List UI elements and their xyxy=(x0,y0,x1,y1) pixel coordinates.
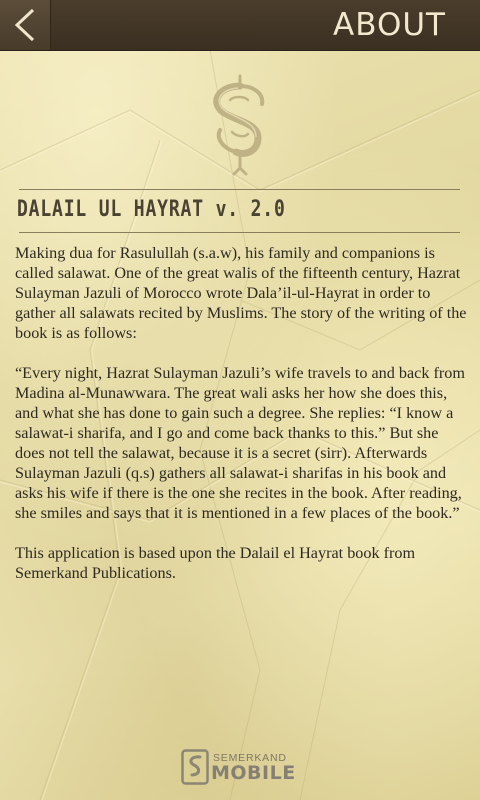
app-version-title: DALAIL UL HAYRAT v. 2.0 xyxy=(17,197,286,222)
semerkand-mobile-logo xyxy=(181,747,299,787)
title-divider-bottom xyxy=(19,232,460,233)
footer-product: MOBILE xyxy=(211,762,296,784)
back-button[interactable] xyxy=(0,0,51,50)
page-title: ABOUT xyxy=(333,7,446,43)
semerkand-badge-icon xyxy=(181,749,209,785)
chevron-left-icon xyxy=(12,8,38,42)
about-paragraph-intro: Making dua for Rasulullah (s.a.w), his family and companions is called salawat. One of the great walis of the fifteenth century, Hazrat Sulayman Jazuli of Morocco wrote Dala’il-ul-Hayrat in order to gather all salawats recited by Muslims. The story of the writing of the book is as follows: xyxy=(15,244,467,342)
about-paragraph-source: This application is based upon the Dalail el Hayrat book from Semerkand Publications. xyxy=(15,544,416,582)
footer-brand: SEMERKAND xyxy=(213,752,287,764)
about-text xyxy=(15,243,470,603)
semerkand-s-emblem-icon xyxy=(200,72,280,182)
app-header xyxy=(0,0,480,51)
title-divider-top xyxy=(19,189,460,190)
about-paragraph-story: “Every night, Hazrat Sulayman Jazuli’s wife travels to and back from Madina al-Munawwara. The great wali asks her how she does this, and what she has done to gain such a degree. She replies: “I know a salawat-i sharifa, and I go and come back thanks to this.” But she does not tell the salawat, because it is a secret (sirr). Afterwards Sulayman Jazuli (q.s) gathers all salawat-i sharifas in his book and asks his wife if there is the one she recites in the book. After reading, she smiles and says that it is mentioned in a few places of the book.” xyxy=(15,364,465,522)
